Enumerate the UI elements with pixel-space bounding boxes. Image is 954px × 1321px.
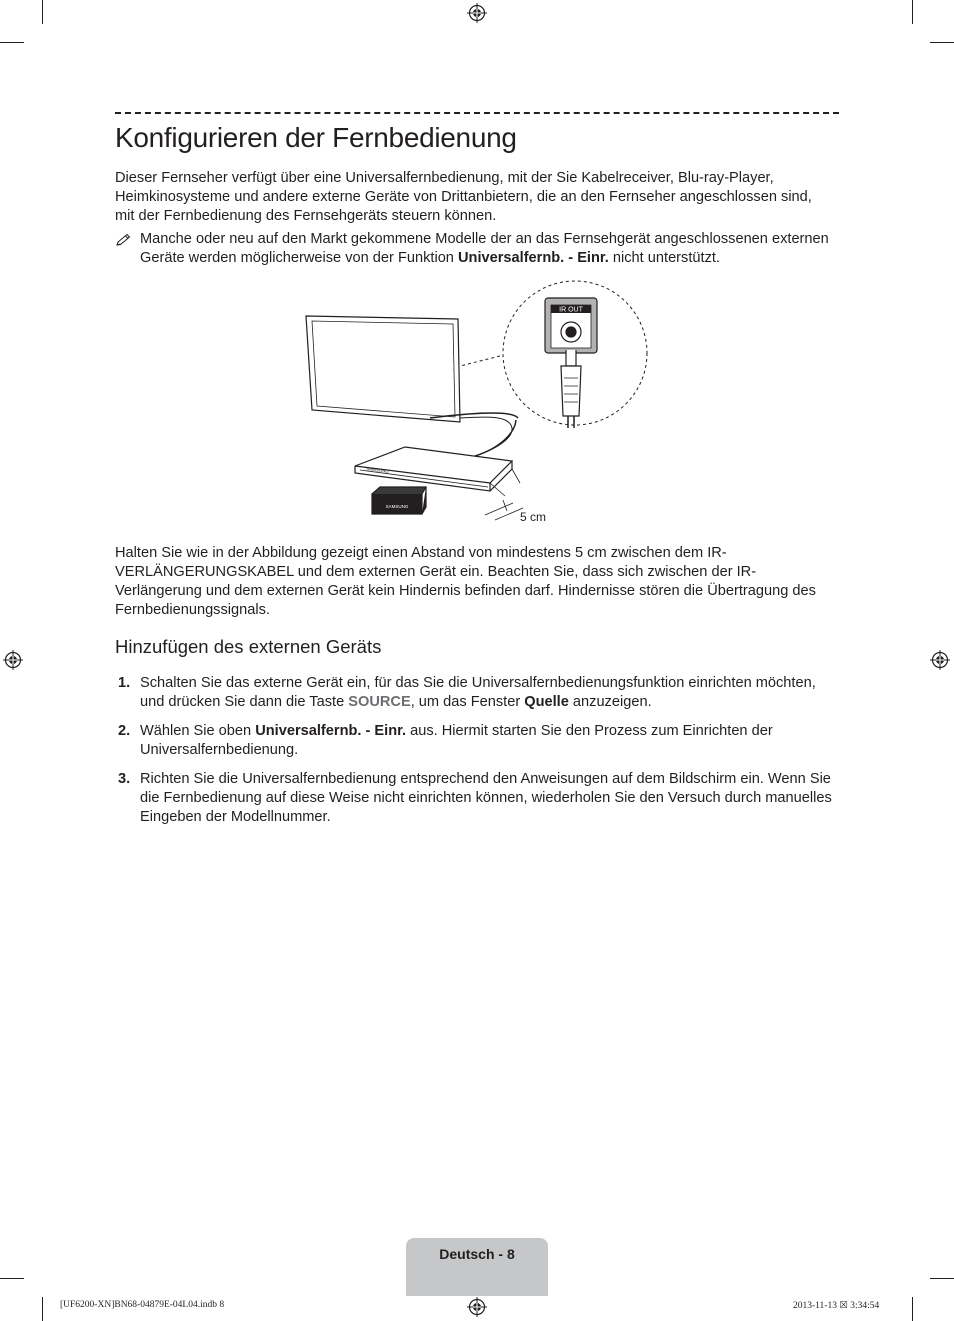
- print-file-info: [UF6200-XN]BN68-04879E-04L04.indb 8: [60, 1300, 225, 1310]
- section-heading: Hinzufügen des externen Geräts: [115, 636, 382, 657]
- extender-brand: SAMSUNG: [385, 504, 409, 509]
- crop-mark: [42, 1297, 43, 1321]
- list-item: [115, 770, 835, 827]
- crop-mark: [930, 42, 954, 43]
- step-number: 3.: [118, 771, 131, 787]
- list-item: [115, 722, 835, 760]
- step-text: Wählen Sie oben Universalfernb. - Einr. aus. Hiermit starten Sie den Prozess zum Einrichten der Universalfernbedienung.: [140, 723, 773, 758]
- function-name: Universalfernb. - Einr.: [457, 250, 609, 266]
- crop-mark: [42, 0, 43, 24]
- pencil-note-icon: [115, 233, 133, 247]
- steps-list: [115, 674, 835, 837]
- window-name: Quelle: [524, 694, 569, 710]
- list-item: [115, 674, 835, 712]
- registration-mark-icon: [930, 650, 950, 670]
- function-name: Universalfernb. - Einr.: [255, 723, 407, 739]
- crop-mark: [0, 42, 24, 43]
- note-text: Manche oder neu auf den Markt gekommene Modelle der an das Fernsehgerät angeschlossenen externen Geräte werden möglicherweise von der Funktion Universalfernb. - Einr. nicht unterstützt.: [140, 231, 829, 266]
- set-top-box: [355, 447, 512, 483]
- page-title: Konfigurieren der Fernbedienung: [115, 122, 517, 153]
- intro-paragraph: Dieser Fernseher verfügt über eine Universalfernbedienung, mit der Sie Kabelreceiver, Blu-ray-Player, Heimkinosysteme und andere externe Geräte von Drittanbietern, die an den Fernseher angeschlossen sind, mit der Fernbedienung des Fernsehgeräts steuern können.: [115, 170, 812, 224]
- crop-mark: [912, 0, 913, 24]
- registration-mark-icon: [467, 1297, 487, 1317]
- crop-mark: [0, 1278, 24, 1279]
- distance-label: 5 cm: [520, 510, 547, 524]
- source-key-label: SOURCE: [348, 694, 411, 710]
- distance-indicator: [485, 503, 523, 520]
- crop-mark: [912, 1297, 913, 1321]
- crop-mark: [930, 1278, 954, 1279]
- step-text: Schalten Sie das externe Gerät ein, für das Sie die Universalfernbedienungsfunktion einrichten möchten, und drücken Sie dann die Taste SOURCE, um das Fenster Quelle anzuzeigen.: [140, 675, 816, 710]
- port-label: IR OUT: [559, 306, 583, 314]
- ir-extender-figure: [300, 278, 650, 528]
- device-brand: SAMSUNG: [365, 466, 390, 474]
- section-divider: [115, 112, 839, 114]
- registration-mark-icon: [467, 3, 487, 23]
- page-number: Deutsch - 8: [439, 1246, 515, 1262]
- step-number: 2.: [118, 723, 131, 739]
- step-text: Richten Sie die Universalfernbedienung entsprechend den Anweisungen auf dem Bildschirm ein. Wenn Sie die Fernbedienung auf diese Weise nicht einrichten können, wiederholen Sie den Versuch durch manuelles Eingeben der Modellnummer.: [140, 771, 832, 825]
- distance-paragraph: Halten Sie wie in der Abbildung gezeigt einen Abstand von mindestens 5 cm zwischen dem IR-VERLÄNGERUNGSKABEL und dem externen Gerät ein. Beachten Sie, dass sich zwischen der IR-Verlängerung und dem externen Gerät kein Hindernis befinden darf. Hindernisse stören die Übertragung des Fernbedienungssignals.: [115, 545, 816, 618]
- step-number: 1.: [118, 675, 131, 691]
- print-timestamp: 2013-11-13 ☒ 3:34:54: [793, 1301, 880, 1311]
- registration-mark-icon: [3, 650, 23, 670]
- ir-cable-plug: [566, 350, 576, 366]
- tv-screen: [306, 316, 460, 422]
